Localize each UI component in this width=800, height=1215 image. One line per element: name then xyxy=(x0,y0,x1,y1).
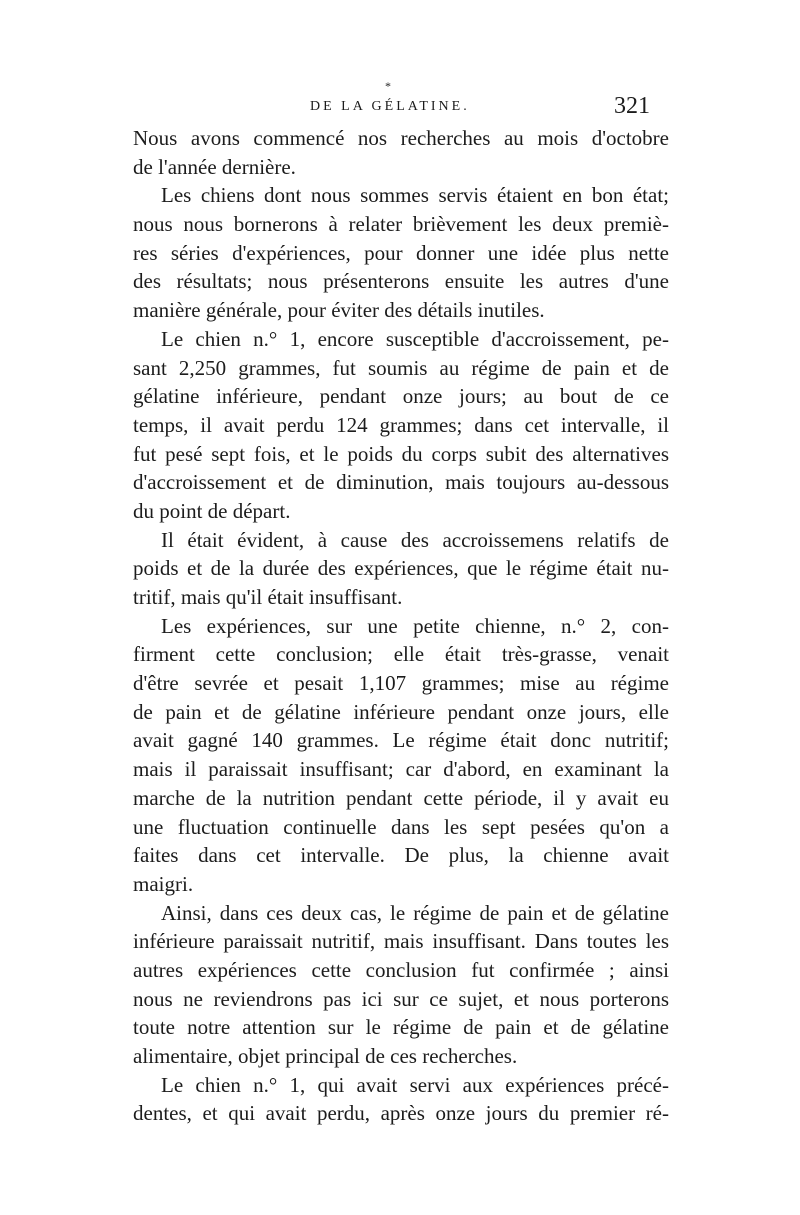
text-line: manière générale, pour éviter des détails inutiles. xyxy=(133,298,545,323)
text-line: des résultats; nous présenterons ensuite les autres d'une xyxy=(133,269,669,294)
text-line: nous ne reviendrons pas ici sur ce sujet, et nous porterons xyxy=(133,986,669,1011)
text-line: dentes, et qui avait perdu, après onze jours du premier ré- xyxy=(133,1101,669,1126)
text-line: de l'année dernière. xyxy=(133,154,296,179)
text-line: de pain et de gélatine inférieure pendant onze jours, elle xyxy=(133,699,669,724)
text-line: res séries d'expériences, pour donner une idée plus nette xyxy=(133,240,669,265)
text-line: une fluctuation continuelle dans les sept pesées qu'on a xyxy=(133,814,669,839)
text-line: Nous avons commencé nos recherches au mois d'octobre xyxy=(133,126,669,150)
text-line: nous nous bornerons à relater brièvement les deux premiè- xyxy=(133,212,669,237)
text-line: temps, il avait perdu 124 grammes; dans cet intervalle, il xyxy=(133,412,669,437)
text-line: Les chiens dont nous sommes servis étaient en bon état; xyxy=(161,183,669,208)
page-number: 321 xyxy=(614,93,650,119)
running-title: DE LA GÉLATINE. xyxy=(310,99,470,114)
text-line: firment cette conclusion; elle était très-grasse, venait xyxy=(133,642,669,667)
printer-mark: * xyxy=(385,79,391,93)
text-line: toute notre attention sur le régime de pain et de gélatine xyxy=(133,1015,669,1040)
text-line: du point de départ. xyxy=(133,498,291,523)
text-line: d'accroissement et de diminution, mais toujours au-dessous xyxy=(133,470,669,495)
text-line: inférieure paraissait nutritif, mais insuffisant. Dans toutes les xyxy=(133,929,669,954)
text-line: Les expériences, sur une petite chienne, n.° 2, con- xyxy=(161,613,669,638)
text-line: sant 2,250 grammes, fut soumis au régime de pain et de xyxy=(133,355,669,380)
body-text xyxy=(133,124,669,1128)
text-line: maigri. xyxy=(133,871,194,896)
text-line: Le chien n.° 1, qui avait servi aux expériences précé- xyxy=(161,1072,669,1097)
text-line: marche de la nutrition pendant cette période, il y avait eu xyxy=(133,785,669,810)
text-line: Il était évident, à cause des accroissemens relatifs de xyxy=(161,527,669,552)
text-line: d'être sevrée et pesait 1,107 grammes; mise au régime xyxy=(133,671,669,696)
text-line: autres expériences cette conclusion fut confirmée ; ainsi xyxy=(133,957,669,982)
text-line: gélatine inférieure, pendant onze jours; au bout de ce xyxy=(133,384,669,409)
text-line: Ainsi, dans ces deux cas, le régime de pain et de gélatine xyxy=(161,900,669,925)
text-line: poids et de la durée des expériences, que le régime était nu- xyxy=(133,556,669,581)
text-line: alimentaire, objet principal de ces recherches. xyxy=(133,1044,518,1068)
text-line: avait gagné 140 grammes. Le régime était donc nutritif; xyxy=(133,728,669,753)
text-line: Le chien n.° 1, encore susceptible d'accroissement, pe- xyxy=(161,326,669,351)
text-line: fut pesé sept fois, et le poids du corps subit des alternatives xyxy=(133,441,669,466)
text-line: mais il paraissait insuffisant; car d'abord, en examinant la xyxy=(133,757,669,782)
text-line: tritif, mais qu'il était insuffisant. xyxy=(133,585,403,609)
text-line: faites dans cet intervalle. De plus, la chienne avait xyxy=(133,843,669,868)
